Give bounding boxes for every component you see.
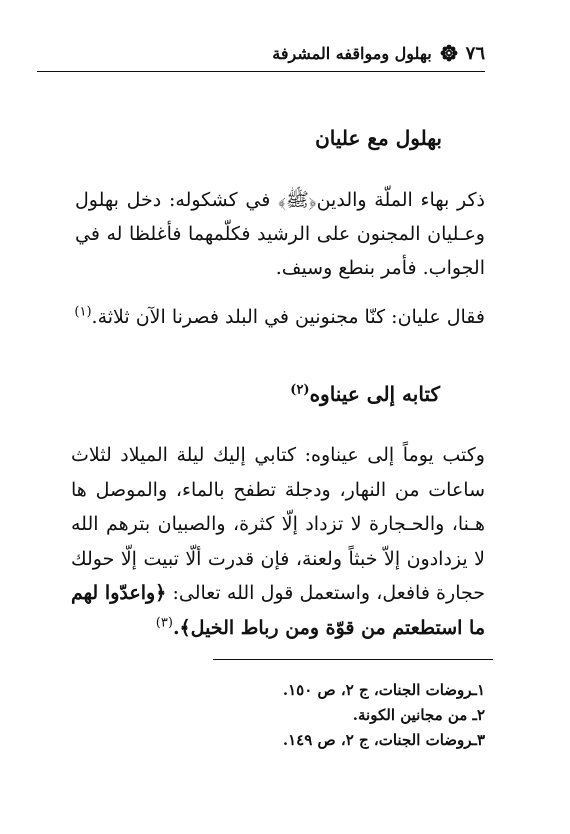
- section-heading-letter-text: كتابه إلى عيناوه: [309, 382, 440, 406]
- section-heading-letter-to-aynawah: [290, 382, 440, 406]
- section-heading-bahlul-and-alyan: بهلول مع عليان: [315, 126, 442, 150]
- footnote-separator: [213, 659, 493, 660]
- footnote-item: ١ـروضات الجنات، ج ٢، ص ١٥٠.: [282, 681, 485, 699]
- page-number: ٧٦: [465, 42, 485, 64]
- footnote-ref-1: (١): [74, 304, 92, 320]
- footnote-ref-3: (٣): [155, 615, 173, 631]
- header-rule: [37, 71, 485, 72]
- running-header: [272, 40, 485, 66]
- paragraph-kashkul: ذكر بهاء الملّة والدين﴿ﷺ﴾ في كشكوله: دخل بهلول وعـليان المجنون على الرشيد فكلّمهما فأغلظا له في الجواب. فأمر بنطع وسيف.: [75, 189, 485, 279]
- paragraph-alyan-reply: [65, 300, 485, 334]
- paragraph-alyan-reply-text: فقال عليان: كنّا مجنونين في البلد فصرنا الآن ثلاثة.: [91, 306, 485, 328]
- paragraph-letter: [71, 438, 485, 645]
- flower-ornament-icon: [440, 44, 458, 62]
- footnote-item: ٣ـروضات الجنات، ج ٢، ص ١٤٩.: [282, 731, 485, 749]
- footnote-item: ٢ـ من مجانين الكونة.: [352, 706, 485, 724]
- footnotes-list: [283, 678, 485, 753]
- footnote-ref-2: (٢): [290, 382, 310, 398]
- running-title: بهلول ومواقفه المشرفة: [272, 43, 432, 63]
- quran-verse: ﴿واعدّوا لهم ما استطعتم من قوّة ومن رباط الخيل﴾.: [71, 582, 485, 639]
- paragraph-letter-text: وكتب يوماً إلى عيناوه: كتابي إليك ليلة الميلاد لثلاث ساعات من النهار، ودجلة تطفح بالماء، والموصل ها هـنا، والحـجارة لا تزداد إلّا كثرة، والصبيان بترهم الله لا يزدادون إلاّ خبثاً ولعنة، فإن قدرت ألّا تبيت إلّا حولك حجارة فافعل، واستعمل قول الله تعالى:: [71, 444, 485, 604]
